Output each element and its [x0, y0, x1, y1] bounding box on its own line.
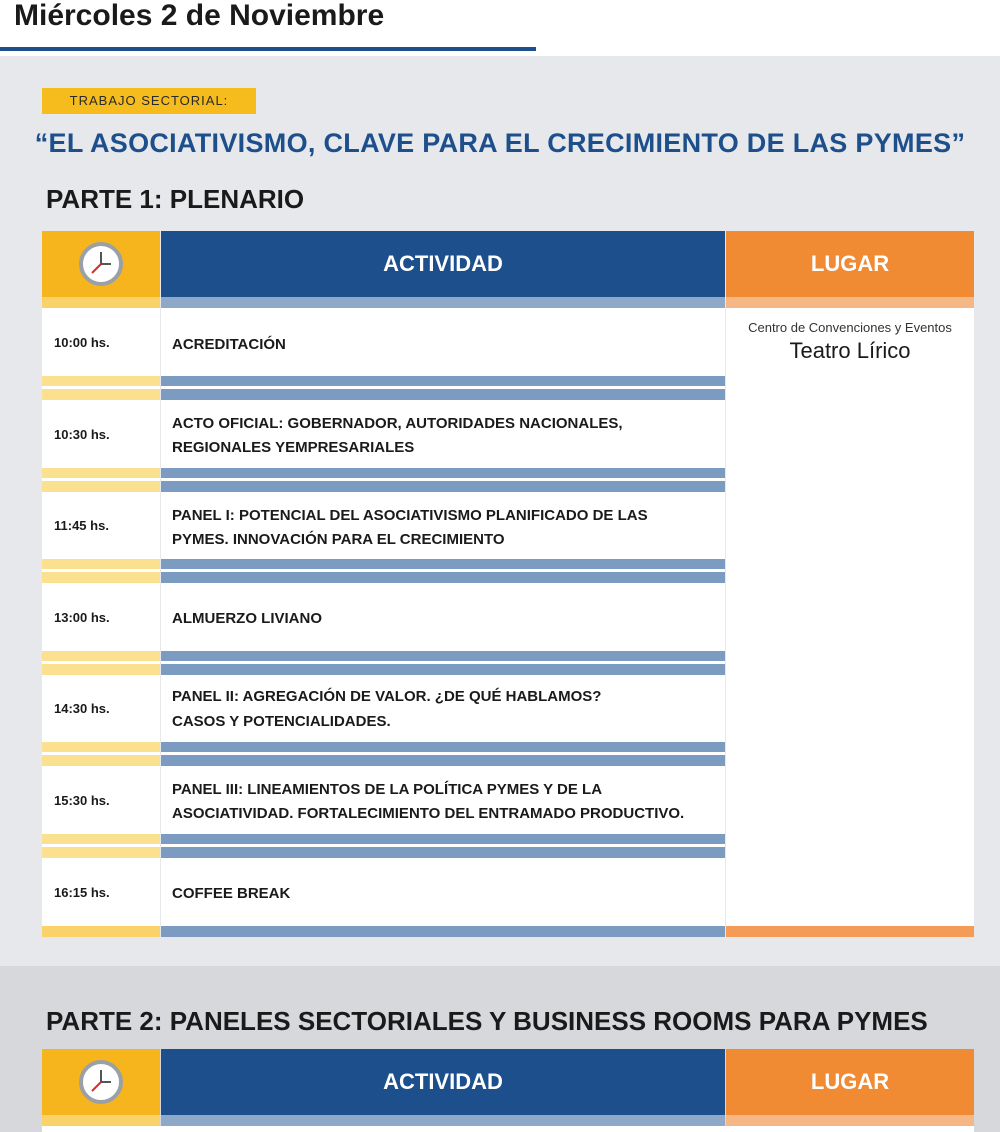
header-separator: [42, 297, 160, 308]
row-time: 10:30 hs.: [54, 427, 110, 442]
row-activity-line: COFFEE BREAK: [172, 885, 291, 902]
row-activity-line: ASOCIATIVIDAD. FORTALECIMIENTO DEL ENTRAMADO PRODUCTIVO.: [172, 805, 685, 822]
row-time: 10:00 hs.: [54, 335, 110, 350]
row-time: 13:00 hs.: [54, 610, 110, 625]
table-footer-bar: [161, 926, 725, 937]
venue-subtitle: Centro de Convenciones y Eventos: [748, 320, 952, 335]
table-row-time-cell: [42, 583, 160, 651]
row-separator: [161, 742, 725, 766]
row-separator: [42, 651, 160, 675]
date-underline: [0, 47, 536, 51]
row-time: 14:30 hs.: [54, 701, 110, 716]
table-row-activity-cell: [161, 858, 725, 926]
part1-header-clock-cell: [42, 231, 160, 297]
row-activity-line: PANEL II: AGREGACIÓN DE VALOR. ¿DE QUÉ HABLAMOS?: [172, 688, 602, 705]
header-separator: [42, 1115, 160, 1126]
page-date: Miércoles 2 de Noviembre: [14, 0, 385, 32]
table-row-start: [42, 1126, 974, 1132]
clock-icon: [79, 1060, 123, 1104]
table-row-time-cell: [42, 400, 160, 468]
table-row-time-cell: [42, 308, 160, 376]
part2-header-actividad: ACTIVIDAD: [161, 1049, 725, 1115]
event-title: “EL ASOCIATIVISMO, CLAVE PARA EL CRECIMIENTO DE LAS PYMES”: [34, 128, 966, 158]
row-separator: [161, 834, 725, 858]
row-activity-line: ACTO OFICIAL: GOBERNADOR, AUTORIDADES NACIONALES,: [172, 415, 623, 432]
row-activity-line: ACREDITACIÓN: [172, 336, 286, 353]
table-row-time-cell: [42, 766, 160, 834]
part1-header-actividad: ACTIVIDAD: [161, 231, 725, 297]
header-separator: [161, 1115, 725, 1126]
table-row-activity-cell: [161, 400, 725, 468]
table-row-activity-cell: [161, 492, 725, 559]
header-separator: [726, 297, 974, 308]
row-separator: [161, 559, 725, 583]
row-separator: [42, 376, 160, 400]
table-row-activity-cell: [161, 766, 725, 834]
table-row-time-cell: [42, 858, 160, 926]
part2-header-lugar: LUGAR: [726, 1049, 974, 1115]
row-time: 16:15 hs.: [54, 885, 110, 900]
lugar-column: [726, 308, 974, 926]
row-separator: [161, 468, 725, 492]
header-separator: [726, 1115, 974, 1126]
row-activity-line: REGIONALES YEMPRESARIALES: [172, 439, 415, 456]
row-activity-line: PANEL III: LINEAMIENTOS DE LA POLÍTICA PYMES Y DE LA: [172, 781, 603, 798]
part2-title: PARTE 2: PANELES SECTORIALES Y BUSINESS ROOMS PARA PYMES: [46, 1006, 928, 1036]
row-activity-line: PYMES. INNOVACIÓN PARA EL CRECIMIENTO: [172, 531, 505, 548]
header-separator: [161, 297, 725, 308]
part1-header-lugar: LUGAR: [726, 231, 974, 297]
venue-name: Teatro Lírico: [789, 338, 911, 363]
row-time: 11:45 hs.: [54, 518, 109, 533]
row-time: 15:30 hs.: [54, 793, 110, 808]
clock-icon: [79, 242, 123, 286]
table-row-activity-cell: [161, 308, 725, 376]
part2-header-clock-cell: [42, 1049, 160, 1115]
row-separator: [161, 651, 725, 675]
table-row-time-cell: [42, 492, 160, 559]
row-separator: [42, 468, 160, 492]
row-separator: [42, 559, 160, 583]
row-separator: [161, 376, 725, 400]
row-activity-line: PANEL I: POTENCIAL DEL ASOCIATIVISMO PLANIFICADO DE LAS: [172, 507, 648, 524]
table-row-activity-cell: [161, 675, 725, 742]
row-separator: [42, 742, 160, 766]
row-activity-line: CASOS Y POTENCIALIDADES.: [172, 713, 391, 730]
part1-title: PARTE 1: PLENARIO: [46, 184, 305, 214]
table-row-activity-cell: [161, 583, 725, 651]
table-row-time-cell: [42, 675, 160, 742]
sector-badge: TRABAJO SECTORIAL:: [42, 88, 256, 114]
table-footer-bar: [42, 926, 160, 937]
table-footer-bar: [726, 926, 974, 937]
row-activity-line: ALMUERZO LIVIANO: [172, 610, 322, 627]
row-separator: [42, 834, 160, 858]
